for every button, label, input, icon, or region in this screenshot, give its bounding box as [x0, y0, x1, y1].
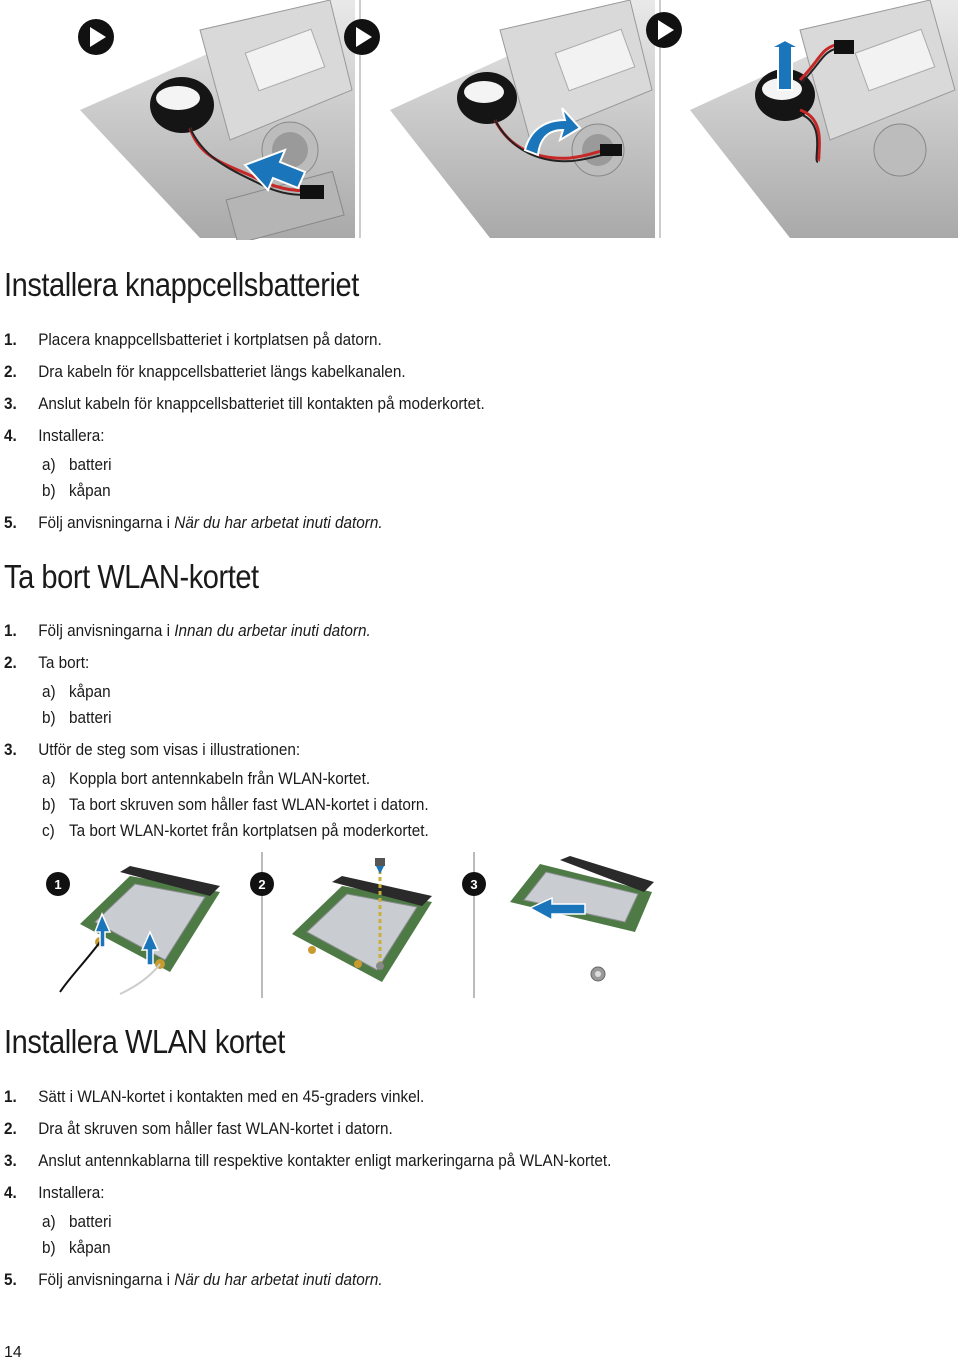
sub-list-item: b) batteri — [42, 708, 112, 727]
reference-link-text: När du har arbetat inuti datorn. — [174, 1270, 383, 1289]
callout-3-icon — [462, 872, 486, 896]
wlan-panel-2 — [292, 858, 432, 982]
sub-list-item: c) Ta bort WLAN-kortet från kortplatsen på moderkortet. — [42, 821, 429, 840]
svg-text:3: 3 — [470, 877, 478, 892]
section-title-remove-wlan: Ta bort WLAN-kortet — [4, 558, 259, 595]
sub-list-item: a) kåpan — [42, 682, 111, 701]
wlan-removal-figure — [40, 852, 680, 998]
sub-list-item: b) kåpan — [42, 481, 111, 500]
battery-panel-1 — [80, 0, 355, 240]
list-item: 3. Anslut antennkablarna till respektive kontakter enligt markeringarna på WLAN-kortet. — [4, 1151, 612, 1170]
list-item: 1. Följ anvisningarna i Innan du arbetar inuti datorn. — [4, 621, 371, 640]
svg-text:1: 1 — [54, 877, 62, 892]
section-title-install-coin-cell: Installera knappcellsbatteriet — [4, 266, 359, 303]
list-item: 2. Ta bort: — [4, 653, 90, 672]
list-item: 4. Installera: — [4, 1183, 105, 1202]
callout-2-icon — [250, 872, 274, 896]
list-item: 4. Installera: — [4, 426, 105, 445]
list-item: 5. Följ anvisningarna i När du har arbetat inuti datorn. — [4, 1270, 383, 1289]
wlan-panel-3 — [510, 856, 654, 981]
svg-text:2: 2 — [258, 877, 266, 892]
battery-panel-2 — [390, 0, 655, 238]
reference-link-text: När du har arbetat inuti datorn. — [174, 513, 383, 532]
step-marker-icon — [344, 19, 380, 55]
battery-panel-3 — [690, 0, 958, 238]
sub-list-item: b) kåpan — [42, 1238, 111, 1257]
sub-list-item: b) Ta bort skruven som håller fast WLAN-kortet i datorn. — [42, 795, 429, 814]
coin-cell-battery-figure — [0, 0, 960, 240]
callout-1-icon — [46, 872, 70, 896]
section-title-install-wlan: Installera WLAN kortet — [4, 1023, 285, 1060]
list-item: 3. Utför de steg som visas i illustrationen: — [4, 740, 301, 759]
sub-list-item: a) Koppla bort antennkabeln från WLAN-kortet. — [42, 769, 371, 788]
step-marker-icon — [646, 12, 682, 48]
list-item: 1. Sätt i WLAN-kortet i kontakten med en 45-graders vinkel. — [4, 1087, 425, 1106]
list-item: 3. Anslut kabeln för knappcellsbatteriet till kontakten på moderkortet. — [4, 394, 485, 413]
list-item: 5. Följ anvisningarna i När du har arbetat inuti datorn. — [4, 513, 383, 532]
step-marker-icon — [78, 19, 114, 55]
list-item: 2. Dra åt skruven som håller fast WLAN-kortet i datorn. — [4, 1119, 393, 1138]
reference-link-text: Innan du arbetar inuti datorn. — [174, 621, 371, 640]
list-item: 2. Dra kabeln för knappcellsbatteriet längs kabelkanalen. — [4, 362, 406, 381]
sub-list-item: a) batteri — [42, 1212, 112, 1231]
page-number: 14 — [4, 1344, 22, 1361]
list-item: 1. Placera knappcellsbatteriet i kortplatsen på datorn. — [4, 330, 382, 349]
sub-list-item: a) batteri — [42, 455, 112, 474]
wlan-panel-1 — [60, 866, 220, 994]
